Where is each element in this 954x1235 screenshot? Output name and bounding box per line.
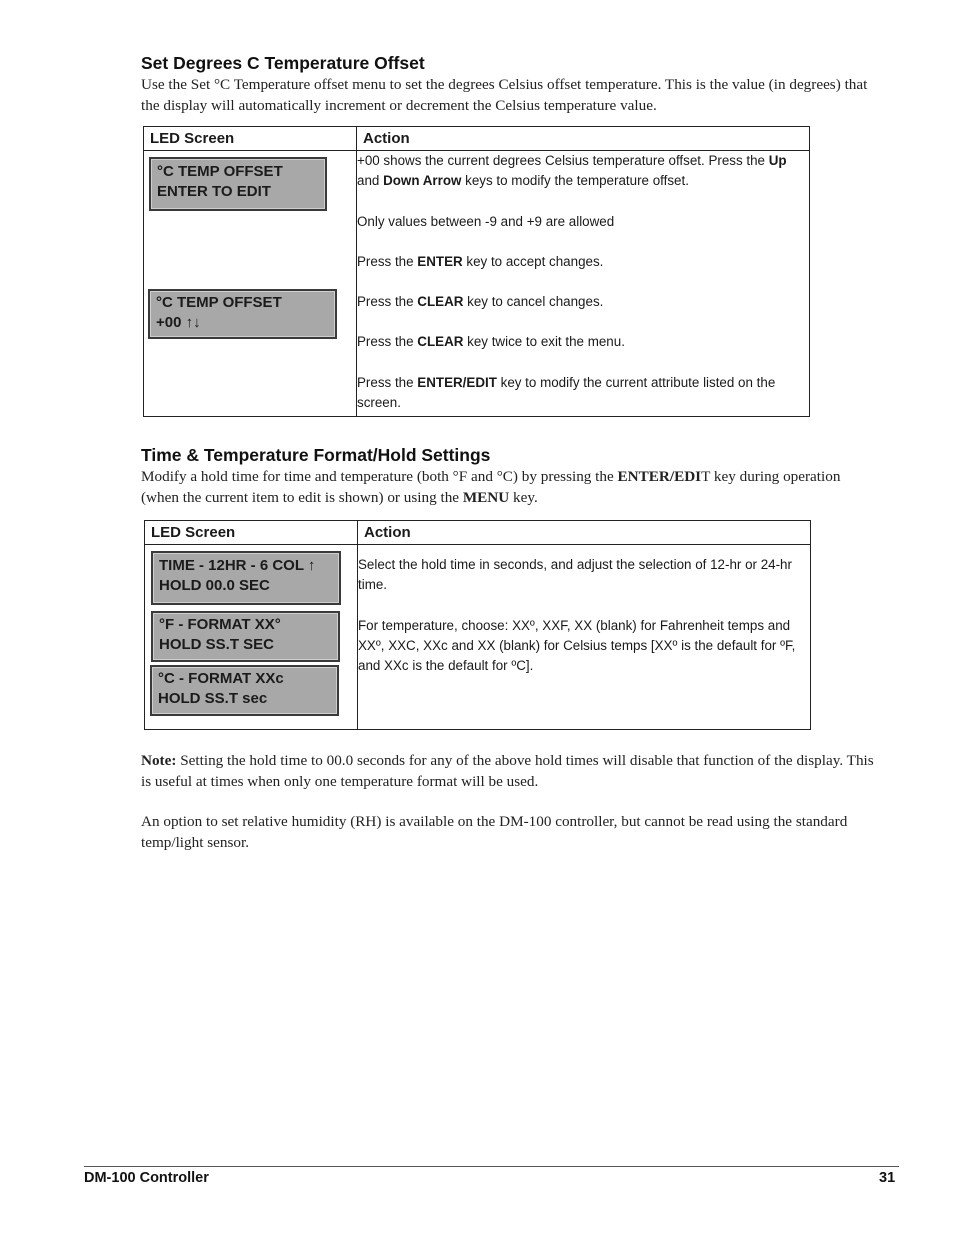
lcd-screen-offset-value [148,289,337,339]
lcd-line: HOLD SS.T sec [158,690,268,707]
column-header-led-screen: LED Screen [144,127,357,151]
rh-paragraph: An option to set relative humidity (RH) is available on the DM-100 controller, but cannot be read using the standard temp/light sensor. [141,813,848,851]
lcd-line: +00 ↑↓ [156,314,201,331]
lcd-line: TIME - 12HR - 6 COL ↑ [159,557,316,574]
column-header-led-screen: LED Screen [145,521,358,545]
led-screen-cell [145,545,358,730]
action-cell [358,545,811,730]
lcd-line: HOLD SS.T SEC [159,636,275,653]
action-text: Press the ENTER/EDIT key to modify the current attribute listed on the screen. [357,374,776,411]
note-paragraph: Note: Setting the hold time to 00.0 seconds for any of the above hold times will disable that function of the display. This is useful at times when only one temperature format will be used. [141,752,874,790]
action-text: Select the hold time in seconds, and adjust the selection of 12-hr or 24-hr time. [358,557,792,593]
lcd-screen-offset-enter [149,157,327,211]
page-number: 31 [879,1170,896,1186]
lcd-line: °F - FORMAT XX° [159,616,281,633]
action-text: Press the CLEAR key twice to exit the menu. [357,334,625,350]
format-hold-table [144,520,811,730]
action-cell [357,151,810,417]
action-text: Press the CLEAR key to cancel changes. [357,294,604,310]
section-intro-celsius-offset: Use the Set °C Temperature offset menu to set the degrees Celsius offset temperature. This is the value (in degrees) that the display will automatically increment or decrement the Celsius temperature value. [141,76,868,114]
column-header-action: Action [357,127,810,151]
action-text: +00 shows the current degrees Celsius temperature offset. Press the Up and Down Arrow keys to modify the temperature offset. [357,153,787,189]
note-label: Note: [141,752,177,769]
column-header-action: Action [358,521,811,545]
section-heading-format-hold: Time & Temperature Format/Hold Settings [141,445,491,465]
action-text: For temperature, choose: XXº, XXF, XX (blank) for Fahrenheit temps and XXº, XXC, XXc and XX (blank) for Celsius temps [XXº is the default for ºF, and XXc is the default for ºC]. [358,617,796,674]
section-heading-celsius-offset: Set Degrees C Temperature Offset [141,53,425,73]
lcd-screen-fahrenheit-format [151,611,340,662]
footer-divider [84,1166,899,1167]
lcd-line: °C - FORMAT XXc [158,670,284,687]
lcd-screen-time-format [151,551,341,605]
footer-title: DM-100 Controller [84,1170,209,1186]
lcd-line: °C TEMP OFFSET [157,163,283,180]
action-text: Press the ENTER key to accept changes. [357,253,604,269]
action-text: Only values between -9 and +9 are allowed [357,213,615,229]
section-intro-format-hold: Modify a hold time for time and temperature (both °F and °C) by pressing the ENTER/EDIT key during operation (when the current item to edit is shown) or using the MENU key. [141,468,841,506]
led-screen-cell [144,151,357,417]
lcd-line: HOLD 00.0 SEC [159,577,270,594]
celsius-offset-table [143,126,810,417]
lcd-line: °C TEMP OFFSET [156,294,282,311]
lcd-screen-celsius-format [150,665,339,716]
lcd-line: ENTER TO EDIT [157,183,271,200]
